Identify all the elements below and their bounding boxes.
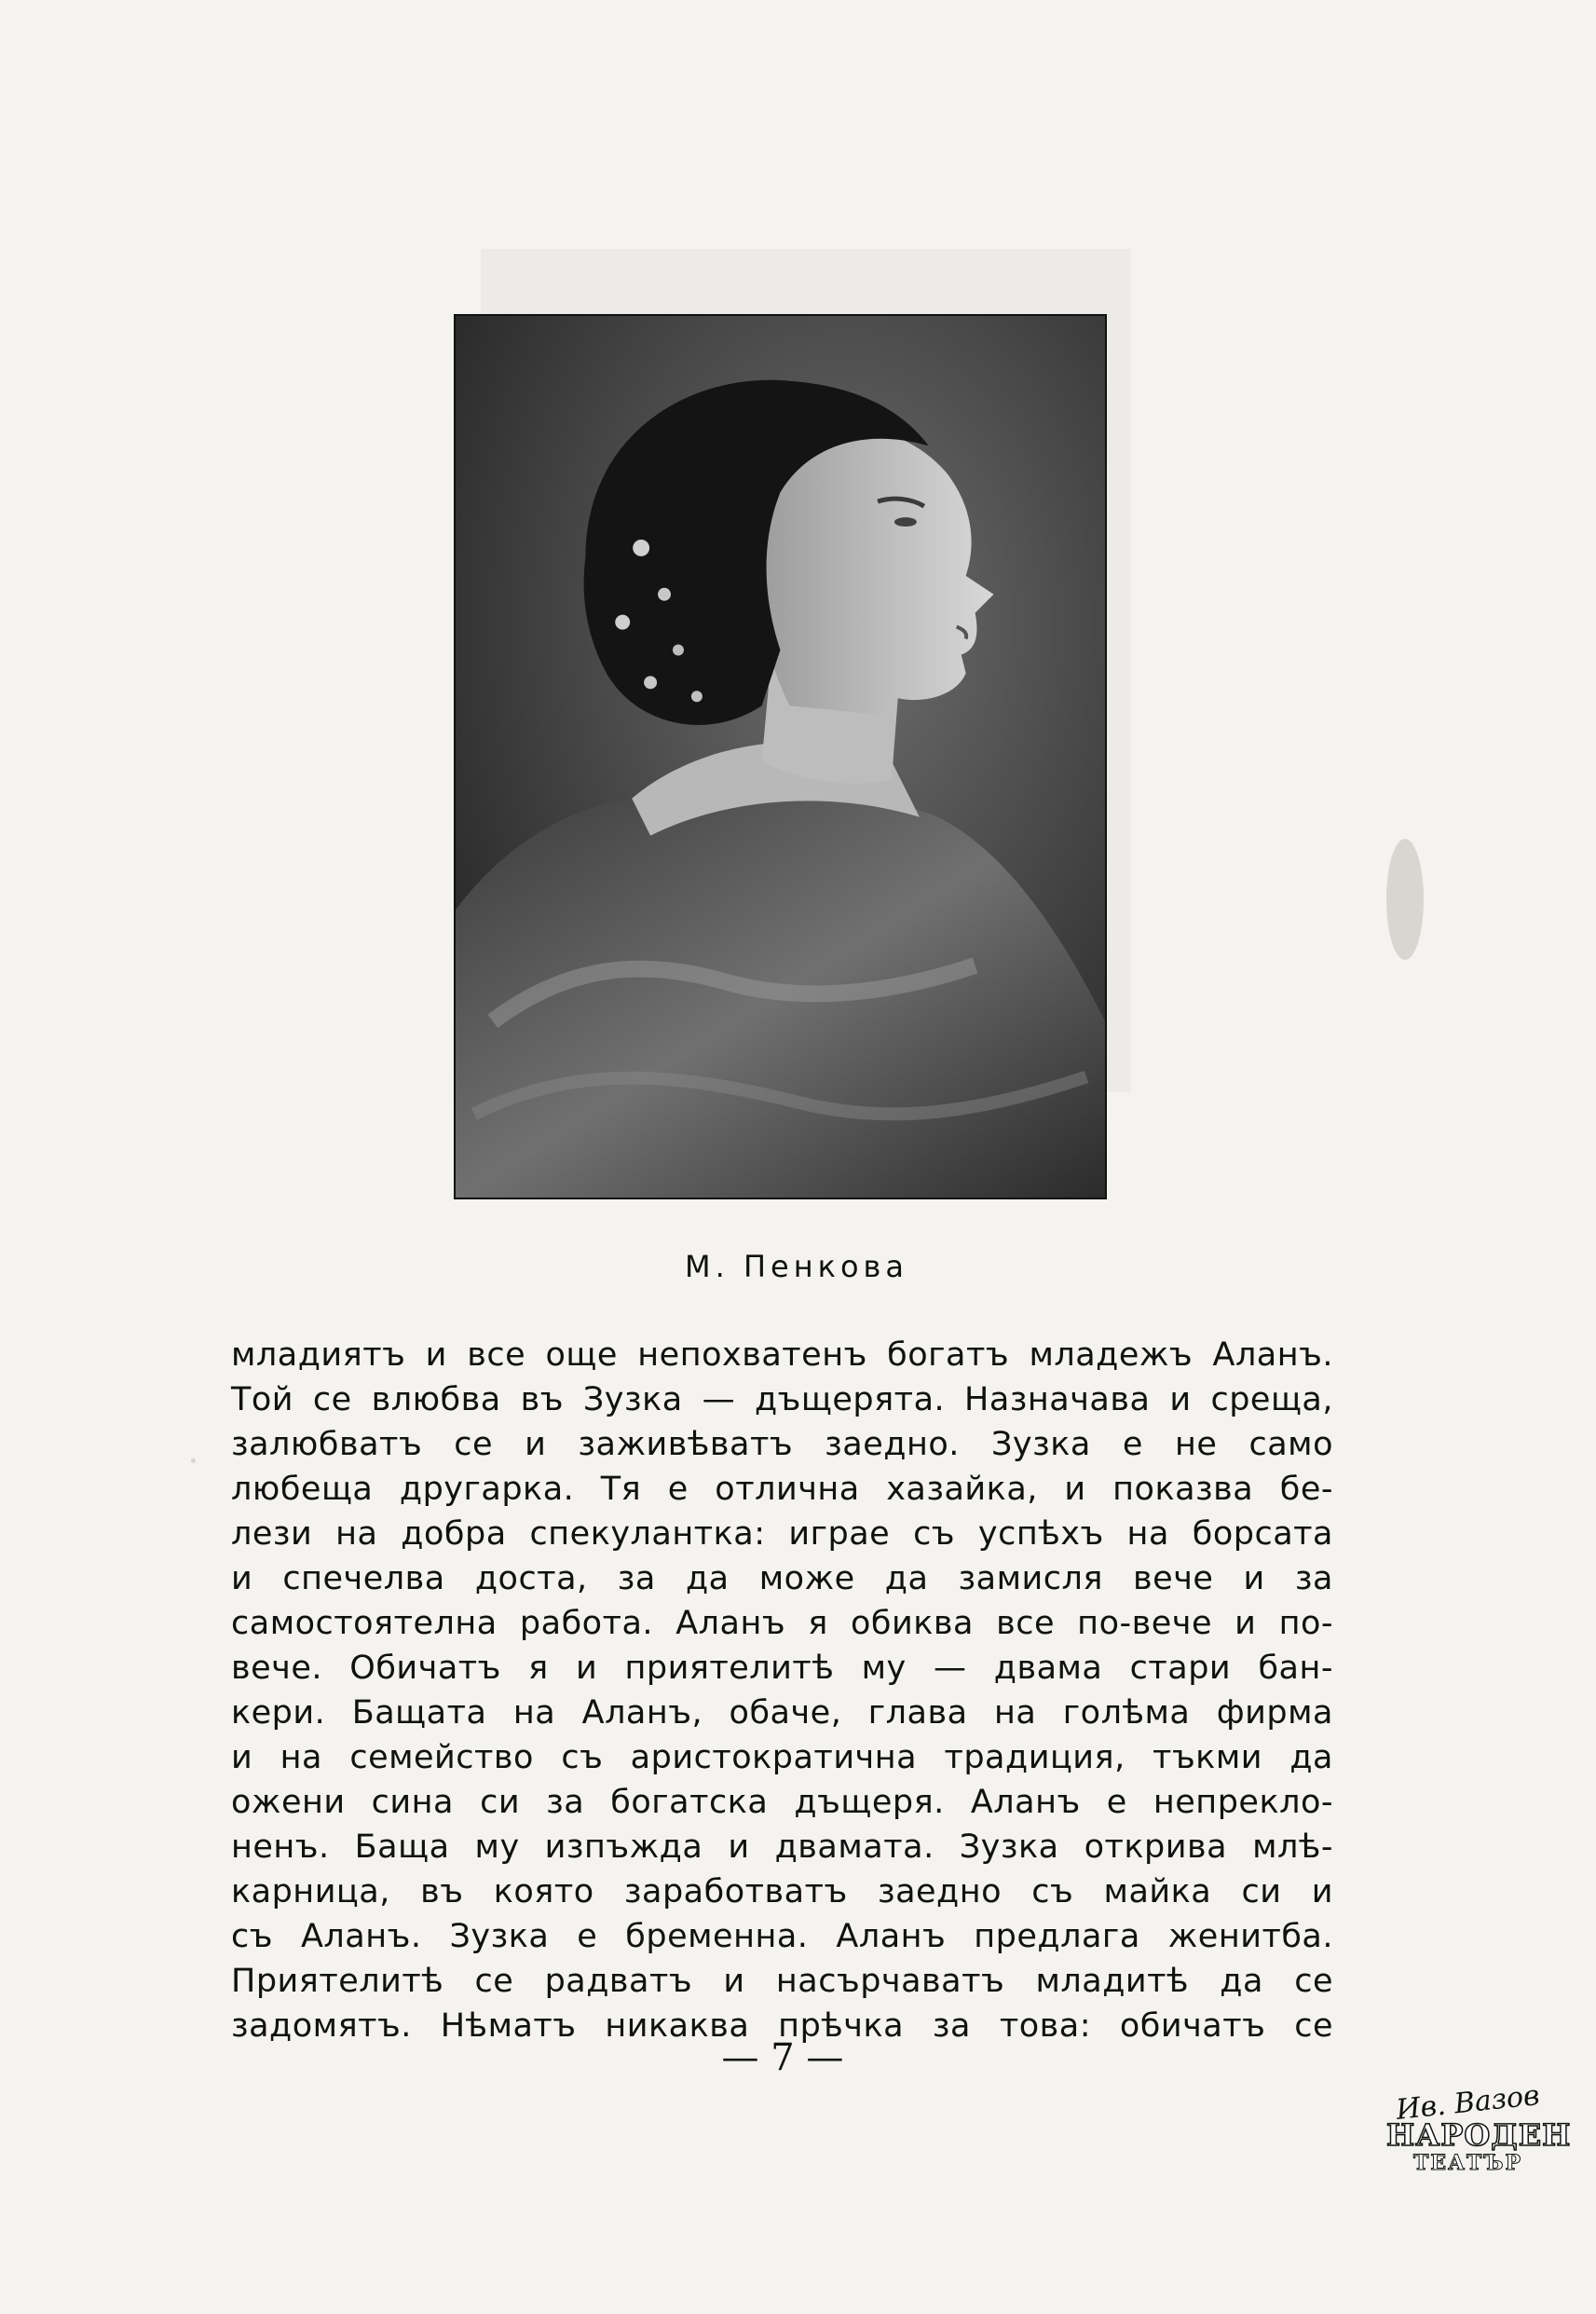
page-number: — 7 — xyxy=(721,2036,844,2079)
text-line: лези на добра спекулантка: играе съ успѣхъ на борсата xyxy=(231,1515,1333,1553)
text-line: и спечелва доста, за да може да замисля вече и за xyxy=(231,1560,1333,1597)
text-line: ненъ. Баща му изпъжда и двамата. Зузка открива млѣ- xyxy=(231,1828,1333,1866)
paper-stain xyxy=(1386,839,1424,960)
theatre-logo xyxy=(1386,2079,1572,2195)
text-line: ожени сина си за богатска дъщеря. Аланъ е непрекло- xyxy=(231,1784,1333,1821)
text-line: младиятъ и все още непохватенъ богатъ младежъ Аланъ. xyxy=(231,1336,1333,1374)
text-line: и на семейство съ аристократична традиция, тъкми да xyxy=(231,1739,1333,1776)
text-line: самостоятелна работа. Аланъ я обиква все по-вече и по- xyxy=(231,1605,1333,1642)
text-line: задомятъ. Нѣматъ никаква прѣчка за това: обичатъ се xyxy=(231,2007,1333,2045)
text-line: карница, въ която заработватъ заедно съ майка си и xyxy=(231,1873,1333,1910)
logo-name-bottom: ТЕАТЪР xyxy=(1412,2151,1522,2175)
logo-script: Ив. Вазов xyxy=(1394,2079,1542,2127)
logo-name-top: НАРОДЕН xyxy=(1386,2117,1572,2153)
portrait-photo xyxy=(454,314,1107,1199)
paper-speck xyxy=(191,1458,196,1463)
portrait-illustration xyxy=(456,316,1105,1198)
body-paragraph xyxy=(231,1333,1333,2048)
text-line: кери. Бащата на Аланъ, обаче, глава на голѣма фирма xyxy=(231,1694,1333,1732)
text-line: съ Аланъ. Зузка е бременна. Аланъ предлага женитба. xyxy=(231,1918,1333,1955)
photo-caption: М. Пенкова xyxy=(685,1249,908,1284)
text-line: любеща другарка. Тя е отлична хазайка, и показва бе- xyxy=(231,1471,1333,1508)
text-line: вече. Обичатъ я и приятелитѣ му — двама стари бан- xyxy=(231,1650,1333,1687)
text-line: Приятелитѣ се радватъ и насърчаватъ младитѣ да се xyxy=(231,1963,1333,2000)
text-line: Той се влюбва въ Зузка — дъщерята. Назначава и среща, xyxy=(231,1381,1333,1418)
text-line: залюбватъ се и заживѣватъ заедно. Зузка е не само xyxy=(231,1426,1333,1463)
